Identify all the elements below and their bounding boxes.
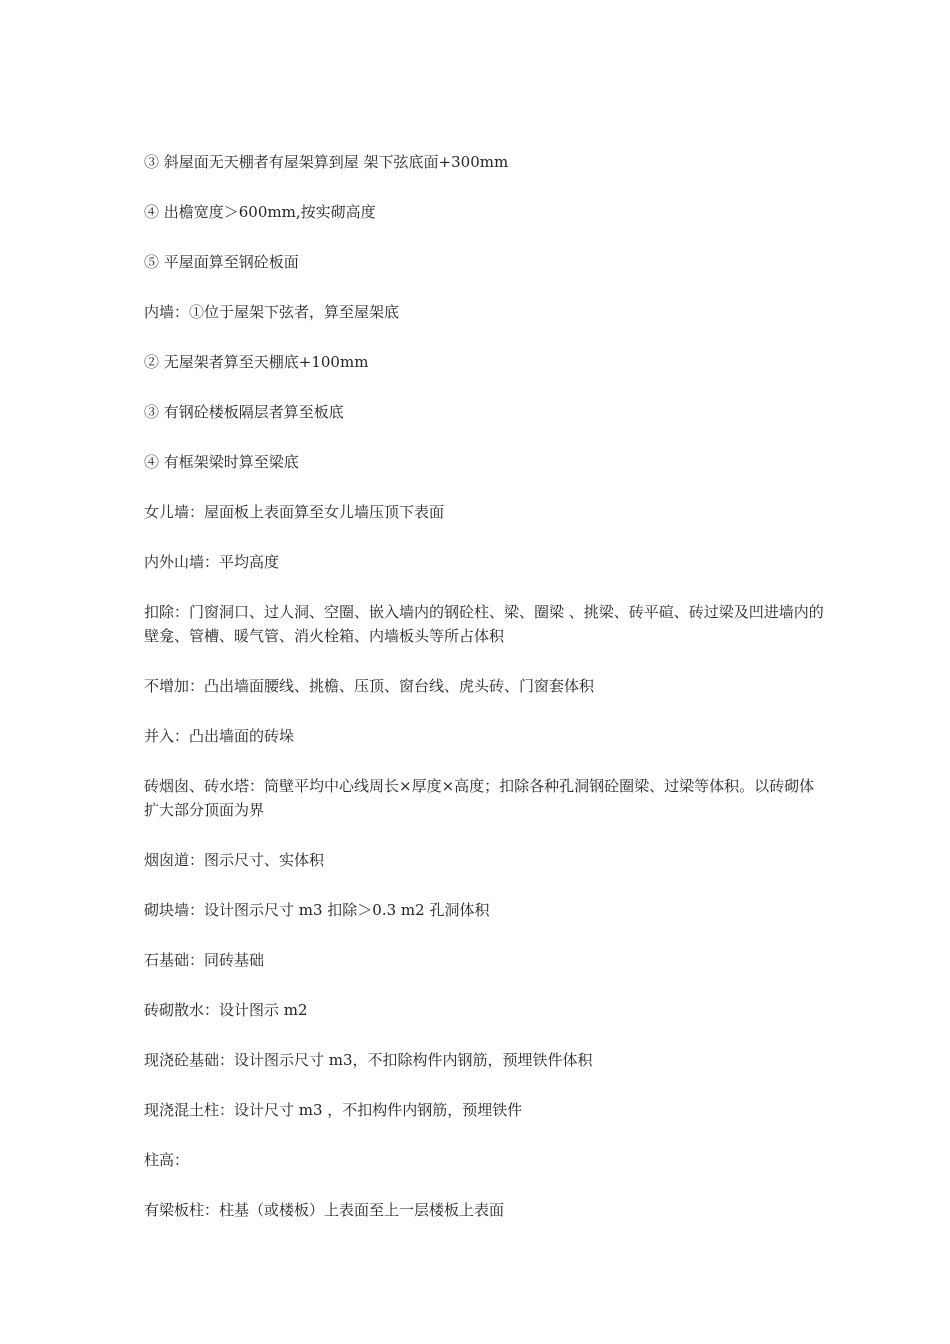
paragraph-9: 内外山墙：平均高度: [144, 553, 280, 571]
paragraph-13: 砖烟囱、砖水塔：筒壁平均中心线周长×厚度×高度；扣除各种孔洞钢砼圈梁、过梁等体积。以砖砌体扩大部分顶面为界: [144, 777, 815, 819]
paragraph-8: 女儿墙：屋面板上表面算至女儿墙压顶下表面: [144, 503, 445, 521]
document-page: [144, 150, 824, 1248]
paragraph-20: 柱高：: [144, 1151, 190, 1169]
paragraph-14: 烟囱道：图示尺寸、实体积: [144, 851, 325, 869]
paragraph-15: 砌块墙：设计图示尺寸 m3 扣除＞0.3 m2 孔洞体积: [144, 901, 490, 919]
paragraph-3: ⑤ 平屋面算至钢砼板面: [144, 253, 299, 271]
paragraph-6: ③ 有钢砼楼板隔层者算至板底: [144, 403, 344, 421]
paragraph-19: 现浇混土柱：设计尺寸 m3 ，不扣构件内钢筋，预埋铁件: [144, 1101, 523, 1119]
paragraph-17: 砖砌散水：设计图示 m2: [144, 1001, 308, 1019]
paragraph-1: ③ 斜屋面无天棚者有屋架算到屋 架下弦底面+300mm: [144, 153, 509, 171]
paragraph-2: ④ 出檐宽度＞600mm,按实砌高度: [144, 203, 376, 221]
paragraph-4: 内墙：①位于屋架下弦者，算至屋架底: [144, 303, 400, 321]
paragraph-21: 有梁板柱：柱基（或楼板）上表面至上一层楼板上表面: [144, 1201, 505, 1219]
paragraph-18: 现浇砼基础：设计图示尺寸 m3，不扣除构件内钢筋，预埋铁件体积: [144, 1051, 593, 1069]
paragraph-5: ② 无屋架者算至天棚底+100mm: [144, 353, 369, 371]
paragraph-10: 扣除：门窗洞口、过人洞、空圈、嵌入墙内的钢砼柱、梁、圈梁 、挑梁、砖平碹、砖过梁及凹进墙内的壁龛、管槽、暖气管、消火栓箱、内墙板头等所占体积: [144, 603, 824, 645]
paragraph-7: ④ 有框架梁时算至梁底: [144, 453, 299, 471]
paragraph-12: 并入：凸出墙面的砖垛: [144, 727, 295, 745]
paragraph-16: 石基础：同砖基础: [144, 951, 265, 969]
paragraph-11: 不增加：凸出墙面腰线、挑檐、压顶、窗台线、虎头砖、门窗套体积: [144, 677, 595, 695]
